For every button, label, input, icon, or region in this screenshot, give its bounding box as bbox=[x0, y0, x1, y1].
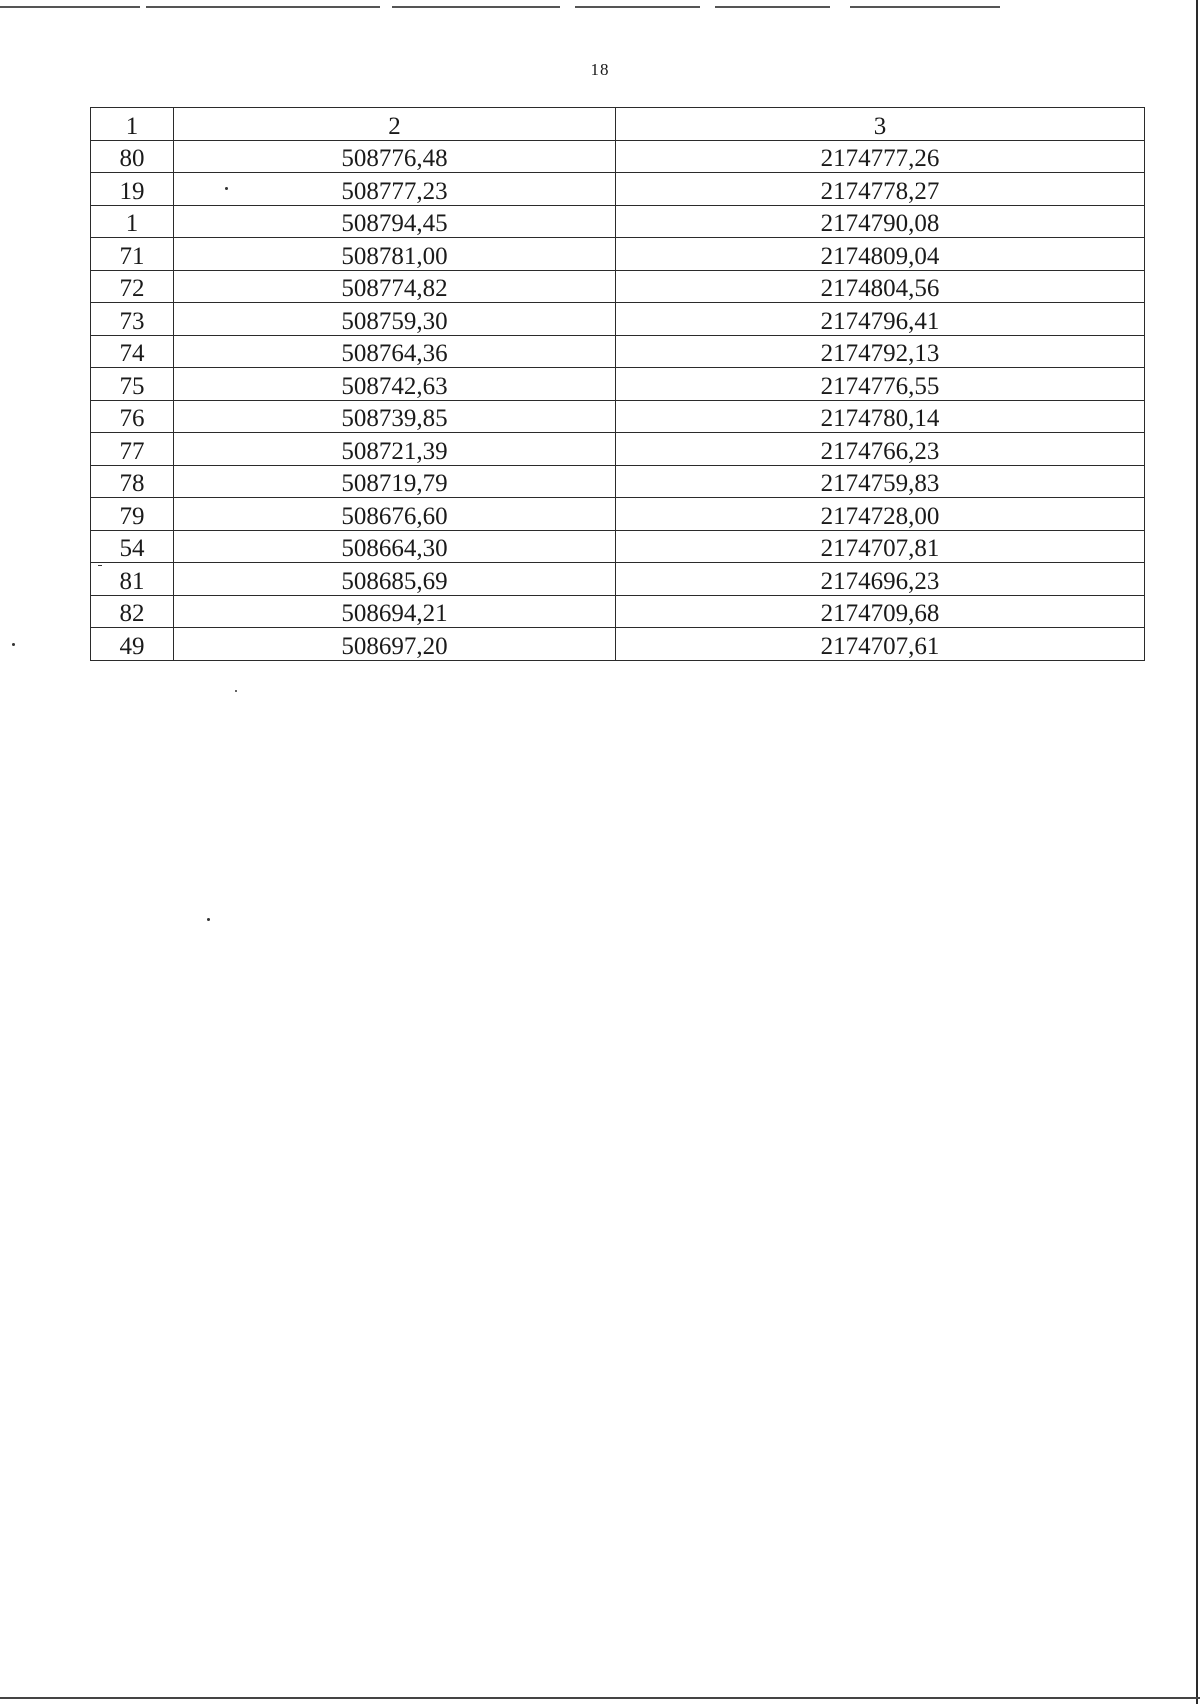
y-coordinate-cell: 2174790,08 bbox=[616, 205, 1145, 238]
table-row bbox=[91, 335, 1145, 368]
table-row bbox=[91, 205, 1145, 238]
point-number-cell: 77 bbox=[91, 433, 174, 466]
table-row bbox=[91, 400, 1145, 433]
x-coordinate-cell: 508685,69 bbox=[174, 563, 616, 596]
y-coordinate-cell: 2174709,68 bbox=[616, 595, 1145, 628]
table-row bbox=[91, 595, 1145, 628]
table-row bbox=[91, 173, 1145, 206]
point-number-cell: 72 bbox=[91, 270, 174, 303]
y-coordinate-cell: 2174778,27 bbox=[616, 173, 1145, 206]
scan-speck bbox=[98, 565, 102, 566]
point-number-cell: 80 bbox=[91, 140, 174, 173]
table-row bbox=[91, 465, 1145, 498]
point-number-cell: 74 bbox=[91, 335, 174, 368]
point-number-cell: 78 bbox=[91, 465, 174, 498]
x-coordinate-cell: 508697,20 bbox=[174, 628, 616, 661]
table-row bbox=[91, 530, 1145, 563]
x-coordinate-cell: 508739,85 bbox=[174, 400, 616, 433]
x-coordinate-cell: 508759,30 bbox=[174, 303, 616, 336]
x-coordinate-cell: 508774,82 bbox=[174, 270, 616, 303]
table-row bbox=[91, 270, 1145, 303]
point-number-cell: 49 bbox=[91, 628, 174, 661]
x-coordinate-cell: 508719,79 bbox=[174, 465, 616, 498]
table-row bbox=[91, 498, 1145, 531]
table-row bbox=[91, 140, 1145, 173]
scan-edge-top bbox=[0, 6, 1200, 8]
scan-speck bbox=[225, 187, 228, 190]
point-number-cell: 73 bbox=[91, 303, 174, 336]
y-coordinate-cell: 2174780,14 bbox=[616, 400, 1145, 433]
table-row bbox=[91, 433, 1145, 466]
point-number-cell: 75 bbox=[91, 368, 174, 401]
x-coordinate-cell: 508721,39 bbox=[174, 433, 616, 466]
page-number: 18 bbox=[590, 60, 610, 79]
x-coordinate-cell: 508776,48 bbox=[174, 140, 616, 173]
point-number-cell: 76 bbox=[91, 400, 174, 433]
table-header-row bbox=[91, 108, 1145, 141]
column-header-1: 1 bbox=[91, 108, 174, 141]
y-coordinate-cell: 2174792,13 bbox=[616, 335, 1145, 368]
table-row bbox=[91, 368, 1145, 401]
x-coordinate-cell: 508664,30 bbox=[174, 530, 616, 563]
table-row bbox=[91, 303, 1145, 336]
scan-edge-right bbox=[1196, 0, 1198, 1704]
y-coordinate-cell: 2174696,23 bbox=[616, 563, 1145, 596]
point-number-cell: 81 bbox=[91, 563, 174, 596]
y-coordinate-cell: 2174759,83 bbox=[616, 465, 1145, 498]
point-number-cell: 79 bbox=[91, 498, 174, 531]
y-coordinate-cell: 2174728,00 bbox=[616, 498, 1145, 531]
point-number-cell: 71 bbox=[91, 238, 174, 271]
point-number-cell: 82 bbox=[91, 595, 174, 628]
scan-speck bbox=[12, 643, 15, 646]
x-coordinate-cell: 508777,23 bbox=[174, 173, 616, 206]
y-coordinate-cell: 2174777,26 bbox=[616, 140, 1145, 173]
point-number-cell: 19 bbox=[91, 173, 174, 206]
x-coordinate-cell: 508742,63 bbox=[174, 368, 616, 401]
scan-speck bbox=[207, 918, 210, 921]
y-coordinate-cell: 2174796,41 bbox=[616, 303, 1145, 336]
x-coordinate-cell: 508694,21 bbox=[174, 595, 616, 628]
x-coordinate-cell: 508781,00 bbox=[174, 238, 616, 271]
y-coordinate-cell: 2174809,04 bbox=[616, 238, 1145, 271]
scan-edge-bottom bbox=[0, 1697, 1200, 1699]
column-header-2: 2 bbox=[174, 108, 616, 141]
y-coordinate-cell: 2174707,81 bbox=[616, 530, 1145, 563]
column-header-3: 3 bbox=[616, 108, 1145, 141]
y-coordinate-cell: 2174766,23 bbox=[616, 433, 1145, 466]
table-row bbox=[91, 628, 1145, 661]
x-coordinate-cell: 508676,60 bbox=[174, 498, 616, 531]
y-coordinate-cell: 2174776,55 bbox=[616, 368, 1145, 401]
coordinates-table bbox=[90, 107, 1145, 661]
y-coordinate-cell: 2174707,61 bbox=[616, 628, 1145, 661]
scan-speck bbox=[235, 690, 237, 692]
x-coordinate-cell: 508764,36 bbox=[174, 335, 616, 368]
table-row bbox=[91, 563, 1145, 596]
point-number-cell: 54 bbox=[91, 530, 174, 563]
point-number-cell: 1 bbox=[91, 205, 174, 238]
table-row bbox=[91, 238, 1145, 271]
x-coordinate-cell: 508794,45 bbox=[174, 205, 616, 238]
coordinates-table-body bbox=[91, 108, 1145, 661]
y-coordinate-cell: 2174804,56 bbox=[616, 270, 1145, 303]
